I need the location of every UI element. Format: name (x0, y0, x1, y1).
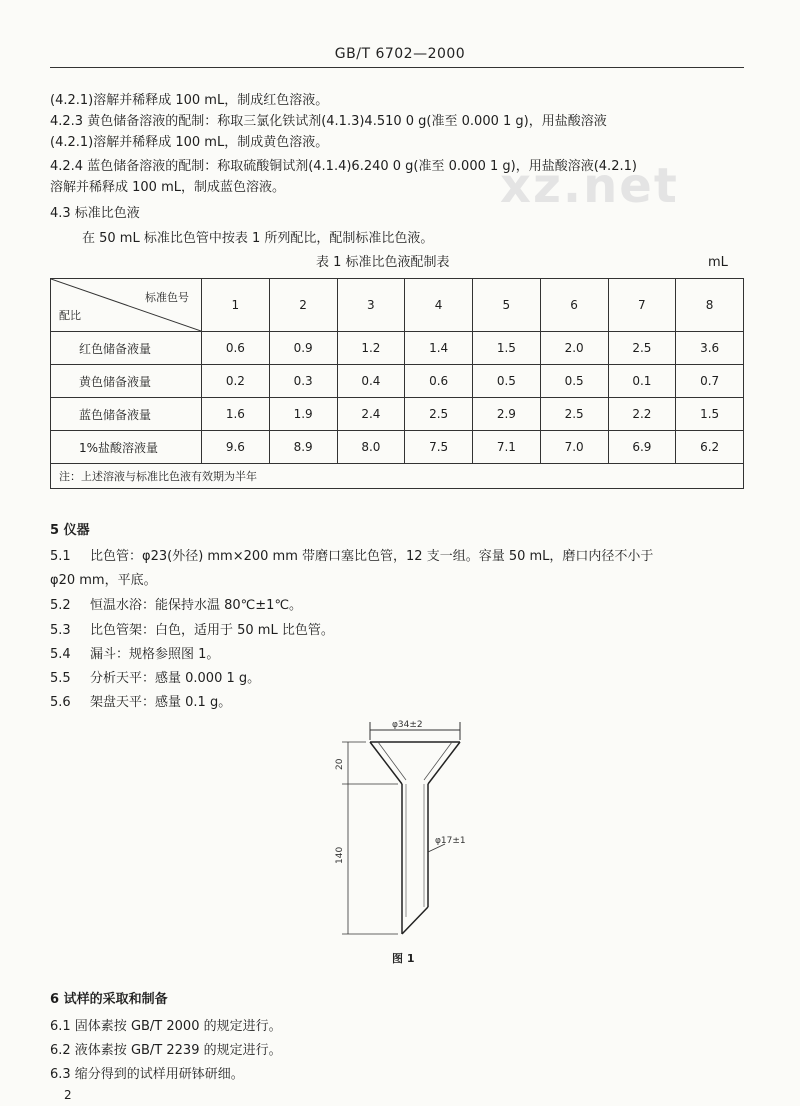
table-cell: 2.9 (473, 398, 541, 431)
dim-cone-label: 20 (335, 758, 345, 770)
item-text: 恒温水浴：能保持水温 80℃±1℃。 (90, 598, 303, 613)
document-header: GB/T 6702—2000 (334, 46, 466, 62)
table-cell: 7.0 (540, 431, 608, 464)
header-rule (50, 67, 744, 68)
funnel-figure (320, 712, 490, 972)
item-text: 6.1 固体素按 GB/T 2000 的规定进行。 (50, 1019, 282, 1034)
mix-table (50, 278, 744, 489)
item-text: 6.3 缩分得到的试样用研钵研细。 (50, 1067, 244, 1082)
table-cell: 1.5 (473, 332, 541, 365)
table-cell: 0.5 (540, 365, 608, 398)
table-cell: 3.6 (676, 332, 744, 365)
table-cell: 7.5 (405, 431, 473, 464)
column-header: 8 (676, 279, 744, 332)
table-cell: 0.7 (676, 365, 744, 398)
table-cell: 0.6 (405, 365, 473, 398)
item-text: 架盘天平：感量 0.1 g。 (90, 695, 232, 710)
item-number: 5.6 (50, 695, 71, 710)
row-label: 蓝色储备液量 (51, 398, 202, 431)
funnel-drawing (320, 712, 490, 972)
table-note: 注：上述溶液与标准比色液有效期为半年 (51, 464, 744, 489)
section-heading: 4.3 标准比色液 (50, 206, 140, 221)
table-row (51, 431, 744, 464)
table-cell: 1.6 (202, 398, 270, 431)
table-cell: 0.4 (337, 365, 405, 398)
table-cell: 6.9 (608, 431, 676, 464)
column-header: 2 (269, 279, 337, 332)
table-cell: 0.5 (473, 365, 541, 398)
page-number: 2 (64, 1088, 72, 1102)
paragraph-line: 4.2.4 蓝色储备溶液的配制：称取硫酸铜试剂(4.1.4)6.240 0 g(准至 0.000 1 g)，用盐酸溶液(4.2.1) (50, 159, 637, 174)
column-header: 5 (473, 279, 541, 332)
item-text: 6.2 液体素按 GB/T 2239 的规定进行。 (50, 1043, 282, 1058)
table-cell: 2.0 (540, 332, 608, 365)
row-label: 红色储备液量 (51, 332, 202, 365)
table-cell: 1.2 (337, 332, 405, 365)
table-cell: 0.9 (269, 332, 337, 365)
table-cell: 2.4 (337, 398, 405, 431)
dim-stem-label: φ17±1 (435, 836, 466, 846)
table-row (51, 332, 744, 365)
table-header-row (51, 279, 744, 332)
figure-caption: 图 1 (392, 952, 415, 965)
paragraph-line: 4.2.3 黄色储备溶液的配制：称取三氯化铁试剂(4.1.3)4.510 0 g(准至 0.000 1 g)，用盐酸溶液 (50, 114, 607, 129)
paragraph-line: 在 50 mL 标准比色管中按表 1 所列配比，配制标准比色液。 (82, 231, 434, 246)
item-number: 5.5 (50, 671, 71, 686)
column-header: 1 (202, 279, 270, 332)
table-cell: 1.5 (676, 398, 744, 431)
table-cell: 2.5 (540, 398, 608, 431)
table-cell: 8.0 (337, 431, 405, 464)
corner-diagonal (51, 279, 201, 331)
table-cell: 7.1 (473, 431, 541, 464)
table-cell: 1.4 (405, 332, 473, 365)
section-heading: 5 仪器 (50, 523, 90, 538)
paragraph-line: (4.2.1)溶解并稀释成 100 mL，制成红色溶液。 (50, 93, 329, 108)
item-number: 5.2 (50, 598, 71, 613)
watermark: xz.net (500, 158, 679, 214)
corner-top-label: 标准色号 (145, 291, 189, 304)
item-text: 分析天平：感量 0.000 1 g。 (90, 671, 261, 686)
dim-top-label: φ34±2 (392, 720, 423, 730)
table-cell: 6.2 (676, 431, 744, 464)
table-cell: 2.5 (405, 398, 473, 431)
table-cell: 9.6 (202, 431, 270, 464)
table-note-row (51, 464, 744, 489)
table-cell: 2.2 (608, 398, 676, 431)
table-cell: 8.9 (269, 431, 337, 464)
table-cell: 0.1 (608, 365, 676, 398)
table-cell: 0.3 (269, 365, 337, 398)
table-row (51, 398, 744, 431)
row-label: 黄色储备液量 (51, 365, 202, 398)
paragraph-line: 溶解并稀释成 100 mL，制成蓝色溶液。 (50, 180, 285, 195)
item-number: 5.1 (50, 549, 71, 564)
item-text: 漏斗：规格参照图 1。 (90, 647, 220, 662)
table-corner-cell (51, 279, 202, 332)
item-number: 5.4 (50, 647, 71, 662)
column-header: 6 (540, 279, 608, 332)
item-text: φ20 mm，平底。 (50, 573, 157, 588)
column-header: 4 (405, 279, 473, 332)
corner-bottom-label: 配比 (59, 309, 81, 322)
row-label: 1%盐酸溶液量 (51, 431, 202, 464)
table-cell: 0.2 (202, 365, 270, 398)
column-header: 3 (337, 279, 405, 332)
table-cell: 2.5 (608, 332, 676, 365)
paragraph-line: (4.2.1)溶解并稀释成 100 mL，制成黄色溶液。 (50, 135, 329, 150)
table-caption: 表 1 标准比色液配制表 (316, 255, 450, 270)
item-number: 5.3 (50, 623, 71, 638)
column-header: 7 (608, 279, 676, 332)
table-cell: 1.9 (269, 398, 337, 431)
table-row (51, 365, 744, 398)
table-unit: mL (708, 255, 728, 270)
item-text: 比色管：φ23(外径) mm×200 mm 带磨口塞比色管，12 支一组。容量 50 mL，磨口内径不小于 (90, 549, 654, 564)
item-text: 比色管架：白色，适用于 50 mL 比色管。 (90, 623, 334, 638)
table-cell: 0.6 (202, 332, 270, 365)
dim-length-label: 140 (335, 846, 345, 864)
section-heading: 6 试样的采取和制备 (50, 992, 168, 1007)
